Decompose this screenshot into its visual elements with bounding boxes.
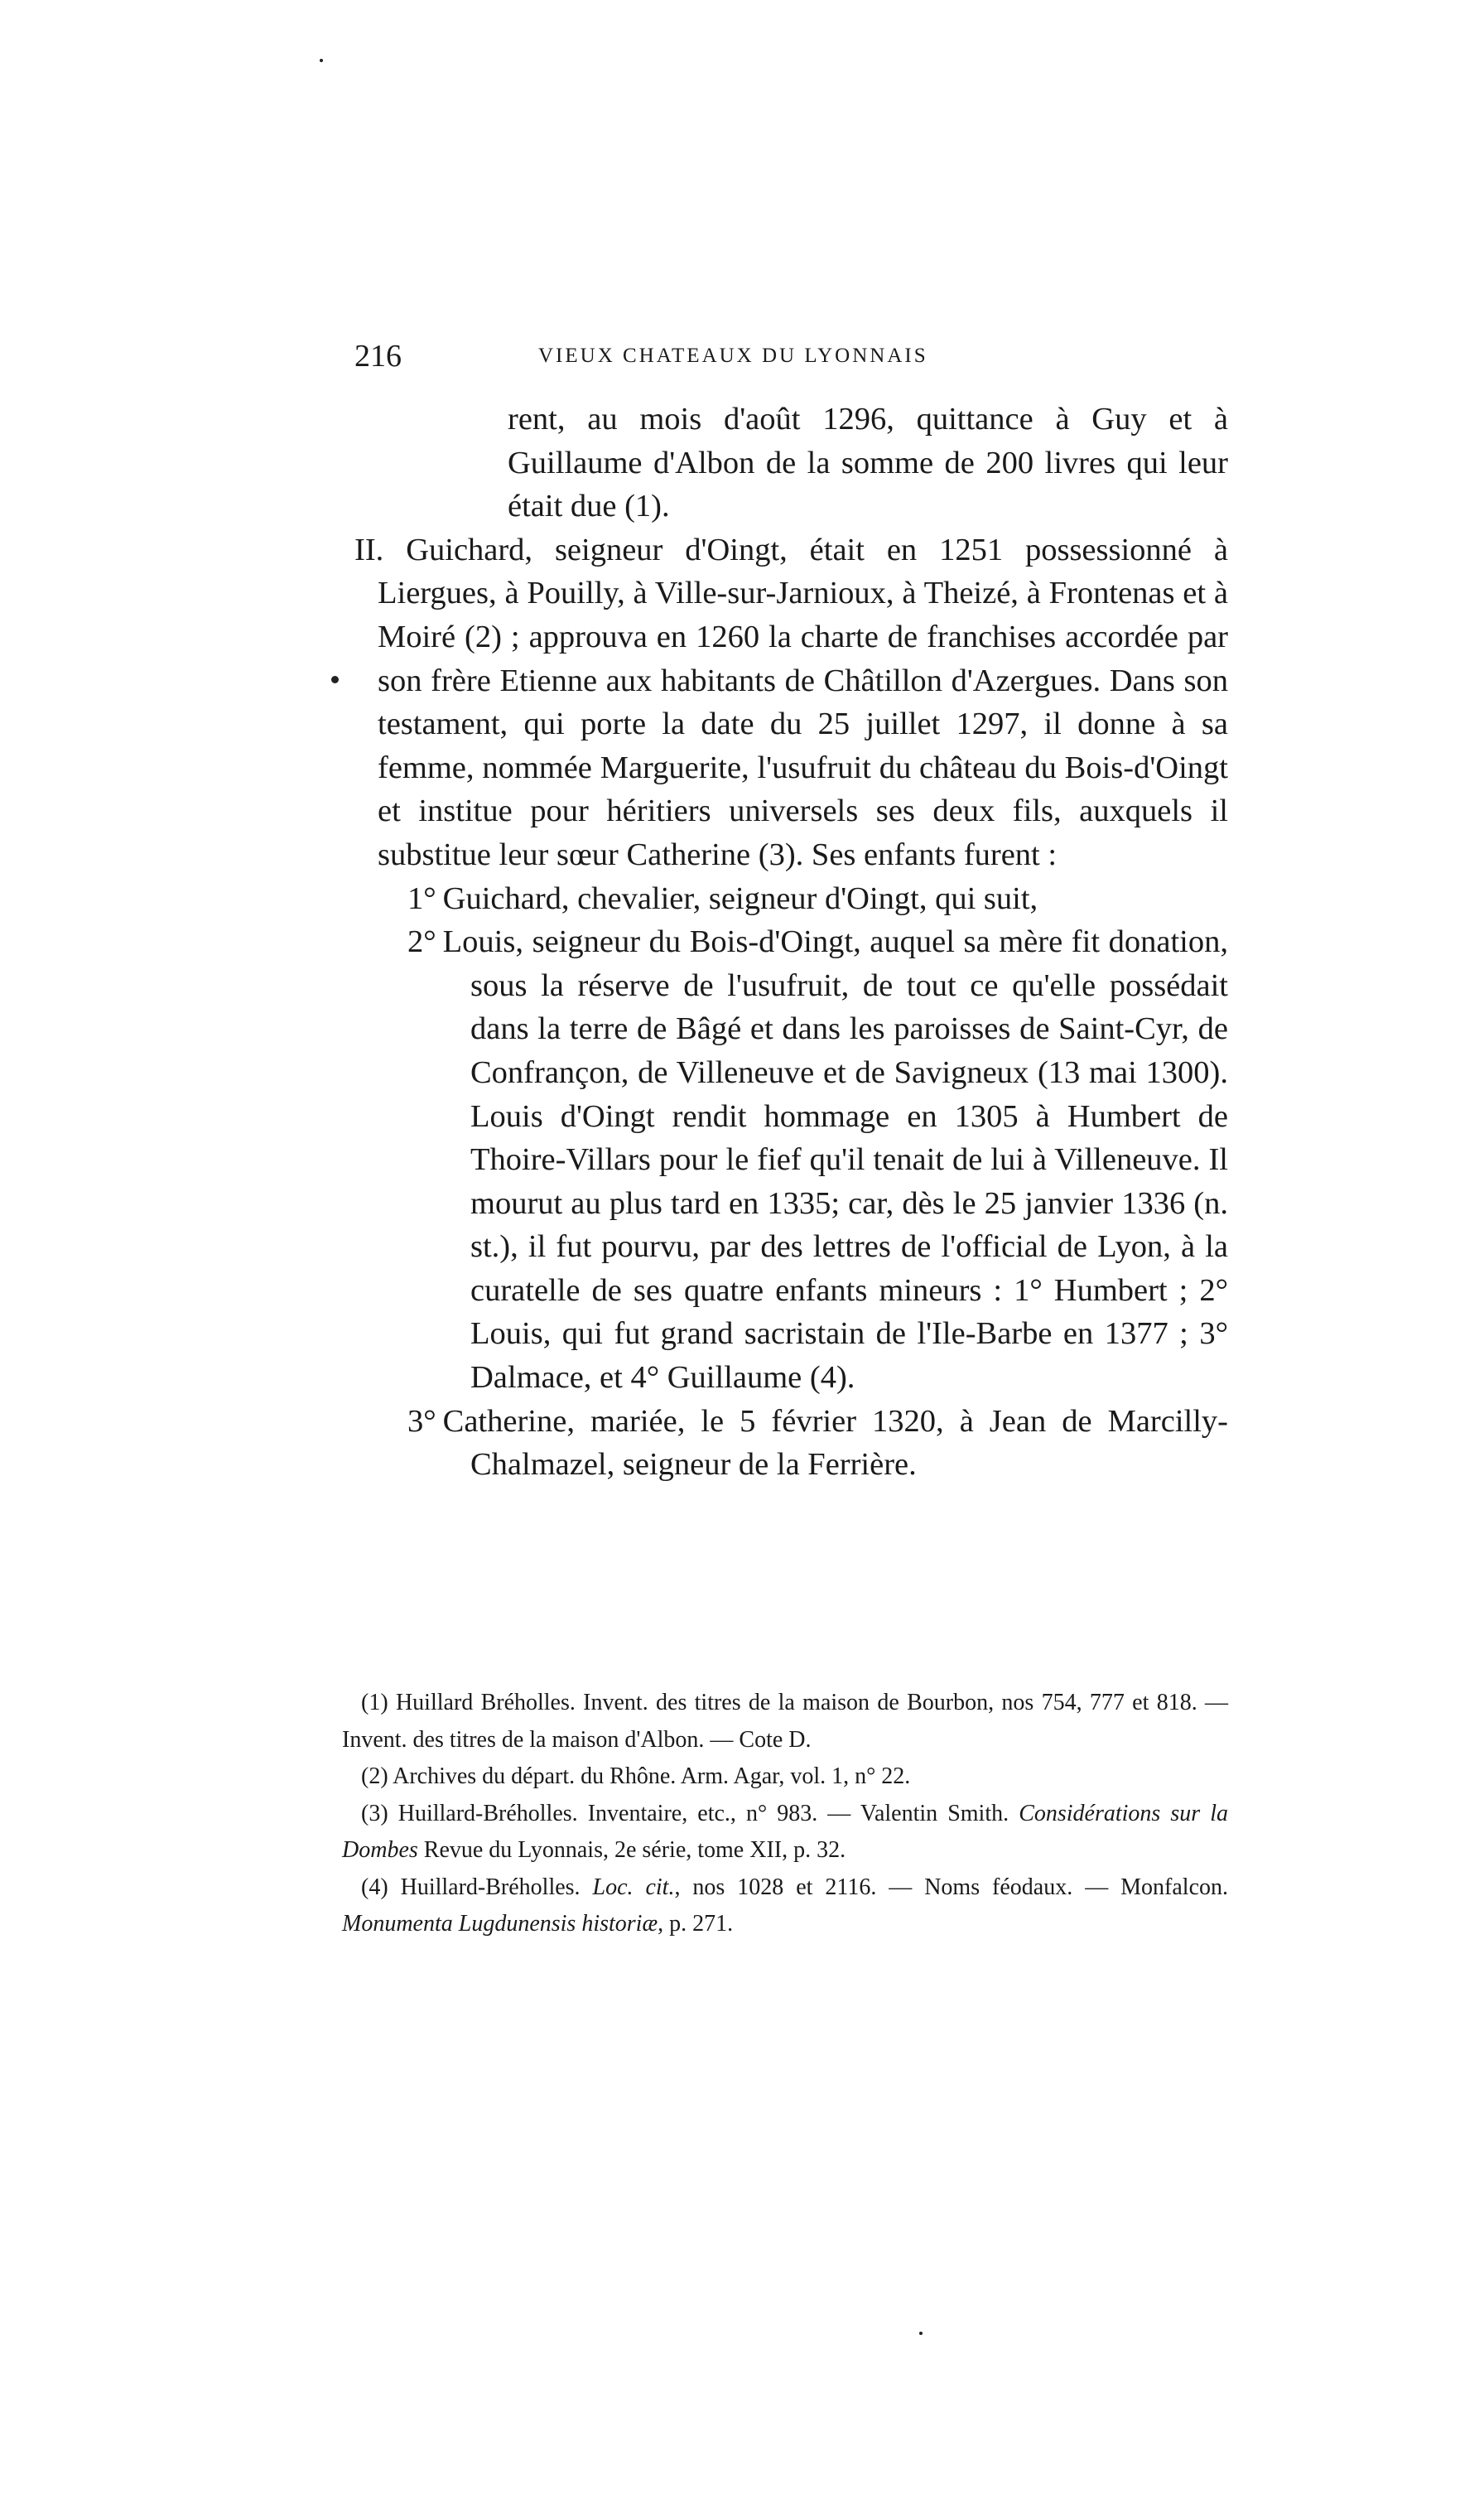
page-number: 216 (354, 339, 402, 374)
footnote-number: (1) (361, 1690, 396, 1715)
footnote (342, 1685, 1228, 1758)
section-numeral: II. (354, 532, 384, 567)
footnotes (342, 1685, 1228, 1943)
list-item (378, 1400, 1228, 1487)
continuation-paragraph: rent, au mois d'août 1296, quittance à Guy et à Guillaume d'Albon de la somme de 200 livres qui leur était due (1). (508, 402, 1228, 524)
footnote-text: , nos 1028 et 2116. — Noms féodaux. — Monfalcon. (674, 1874, 1228, 1900)
footnote-text: Huillard-Bréholles. (400, 1874, 593, 1900)
footnote-text: , p. 271. (658, 1911, 734, 1937)
footnote-text: Archives du départ. du Rhône. Arm. Agar, vol. 1, n° 22. (393, 1763, 911, 1789)
footnote-number: (2) (361, 1763, 393, 1789)
children-list (378, 877, 1228, 1487)
running-title: VIEUX CHATEAUX DU LYONNAIS (538, 345, 928, 367)
scan-speck (919, 2332, 923, 2335)
list-ordinal: 3° (407, 1403, 436, 1439)
list-item-text: Catherine, mariée, le 5 février 1320, à Jean de Marcilly-Chalmazel, seigneur de la Ferrière. (442, 1403, 1228, 1483)
scan-speck (331, 676, 339, 683)
footnote-title: Loc. cit. (592, 1874, 675, 1900)
footnote-number: (4) (361, 1874, 401, 1900)
scan-speck (320, 59, 323, 62)
list-ordinal: 1° (407, 880, 436, 916)
footnote-text: Revue du Lyonnais, 2e série, tome XII, p. 32. (417, 1837, 846, 1863)
footnote-number: (3) (361, 1800, 398, 1826)
children-list-container (354, 877, 1228, 1487)
footnote-text: Huillard-Bréholles. Inventaire, etc., n° 983. — Valentin Smith. (398, 1800, 1019, 1826)
list-item (378, 877, 1228, 921)
main-text (354, 398, 1228, 1487)
running-head (354, 338, 1249, 378)
list-item-text: Louis, seigneur du Bois-d'Oingt, auquel sa mère fit donation, sous la réserve de l'usufruit, de tout ce qu'elle possédait dans la terre de Bâgé et dans les paroisses de Saint-Cyr, de Confrançon, de Villeneuve et de Savigneux (13 mai 1300). Louis d'Oingt rendit hommage en 1305 à Humbert de Thoire-Villars pour le fief qu'il tenait de lui à Villeneuve. Il mourut au plus tard en 1335; car, dès le 25 janvier 1336 (n. st.), il fut pourvu, par des lettres de l'official de Lyon, à la curatelle de ses quatre enfants mineurs : 1° Humbert ; 2° Louis, qui fut grand sacristain de l'Ile-Barbe en 1377 ; 3° Dalmace, et 4° Guillaume (4). (442, 924, 1228, 1396)
footnote (342, 1758, 1228, 1796)
section-II-paragraph (354, 528, 1228, 877)
footnote (342, 1869, 1228, 1943)
section-text: Guichard, seigneur d'Oingt, était en 1251 possessionné à Liergues, à Pouilly, à Ville-sur-Jarnioux, à Theizé, à Frontenas et à Moiré (2) ; approuva en 1260 la charte de franchises accordée par son frère Etienne aux habitants de Châtillon d'Azergues. Dans son testament, qui porte la date du 25 juillet 1297, il donne à sa femme, nommée Marguerite, l'usufruit du château du Bois-d'Oingt et institue pour héritiers universels ses deux fils, auxquels il substitue leur sœur Catherine (3). Ses enfants furent : (378, 532, 1229, 872)
footnote-text: Huillard Bréholles. Invent. des titres de la maison de Bourbon, nos 754, 777 et 818. — Invent. des titres de la maison d'Albon. — Cote D. (342, 1690, 1228, 1753)
list-item (378, 920, 1228, 1400)
list-ordinal: 2° (407, 924, 436, 960)
footnote-title: Considérations sur la Dombes (342, 1800, 1229, 1863)
list-item-text: Guichard, chevalier, seigneur d'Oingt, qui suit, (442, 880, 1038, 916)
footnote-title: Monumenta Lugdunensis historiæ (342, 1911, 658, 1937)
footnote (342, 1796, 1228, 1869)
